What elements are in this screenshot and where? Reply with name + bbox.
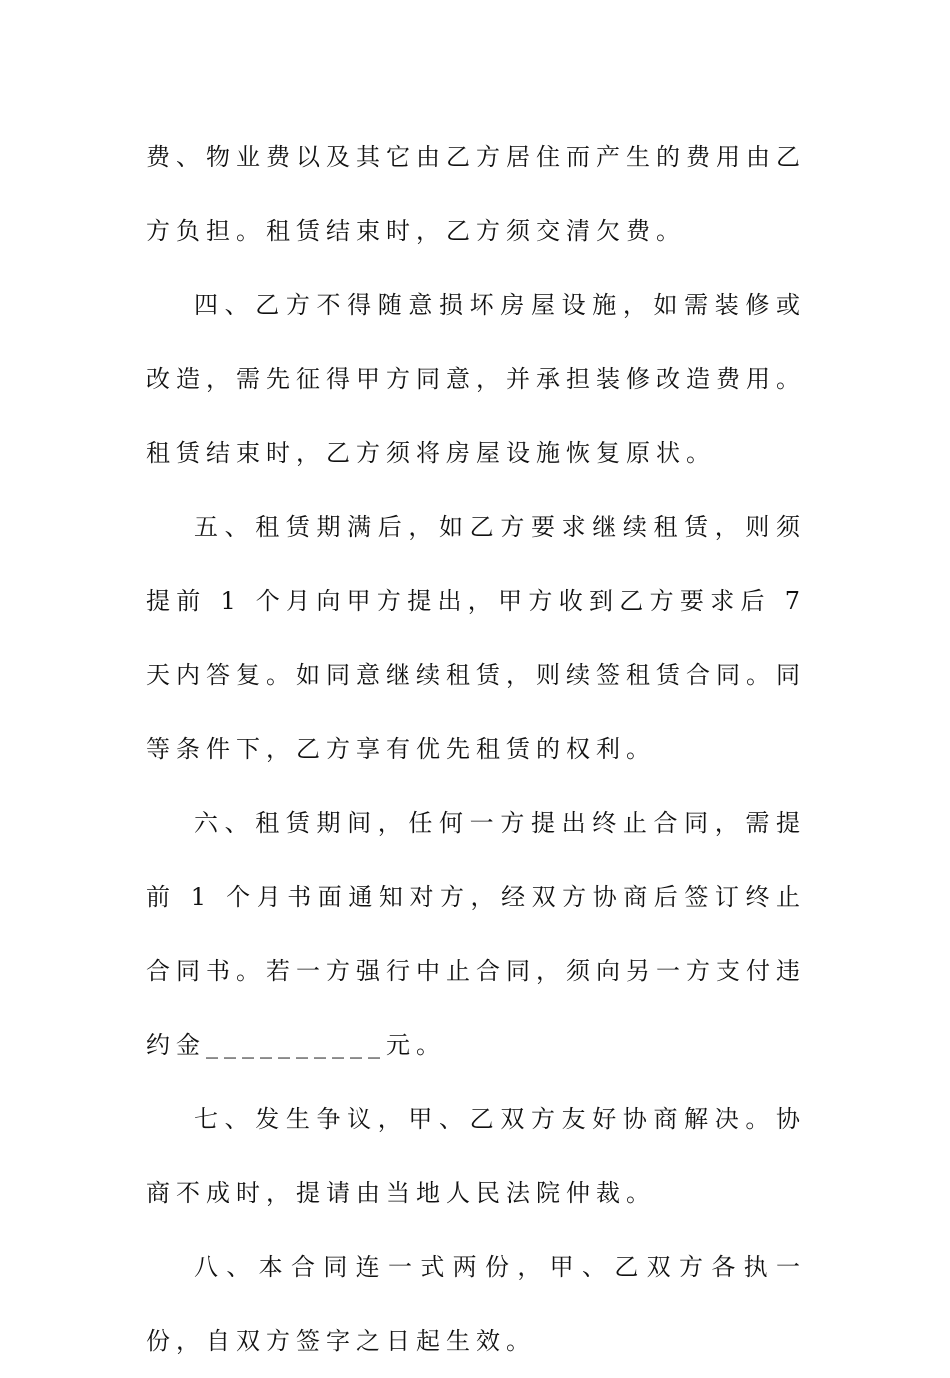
clause-5: 五、租赁期满后，如乙方要求继续租赁，则须提前 1 个月向甲方提出，甲方收到乙方要求后 7 天内答复。如同意继续租赁，则续签租赁合同。同等条件下，乙方享有优先租赁的权利。 xyxy=(146,513,806,763)
clause-4: 四、乙方不得随意损坏房屋设施，如需装修或改造，需先征得甲方同意，并承担装修改造费用。租赁结束时，乙方须将房屋设施恢复原状。 xyxy=(146,291,806,467)
document-body xyxy=(146,120,806,1378)
clause-7: 七、发生争议，甲、乙双方友好协商解决。协商不成时，提请由当地人民法院仲裁。 xyxy=(146,1105,806,1207)
clause-8: 八、本合同连一式两份，甲、乙双方各执一份，自双方签字之日起生效。 xyxy=(146,1253,806,1355)
paragraph-continuation: 费、物业费以及其它由乙方居住而产生的费用由乙方负担。租赁结束时，乙方须交清欠费。 xyxy=(146,143,806,245)
clause-6: 六、租赁期间，任何一方提出终止合同，需提前 1 个月书面通知对方，经双方协商后签订终止合同书。若一方强行中止合同，须向另一方支付违约金__________元。 xyxy=(146,809,806,1059)
